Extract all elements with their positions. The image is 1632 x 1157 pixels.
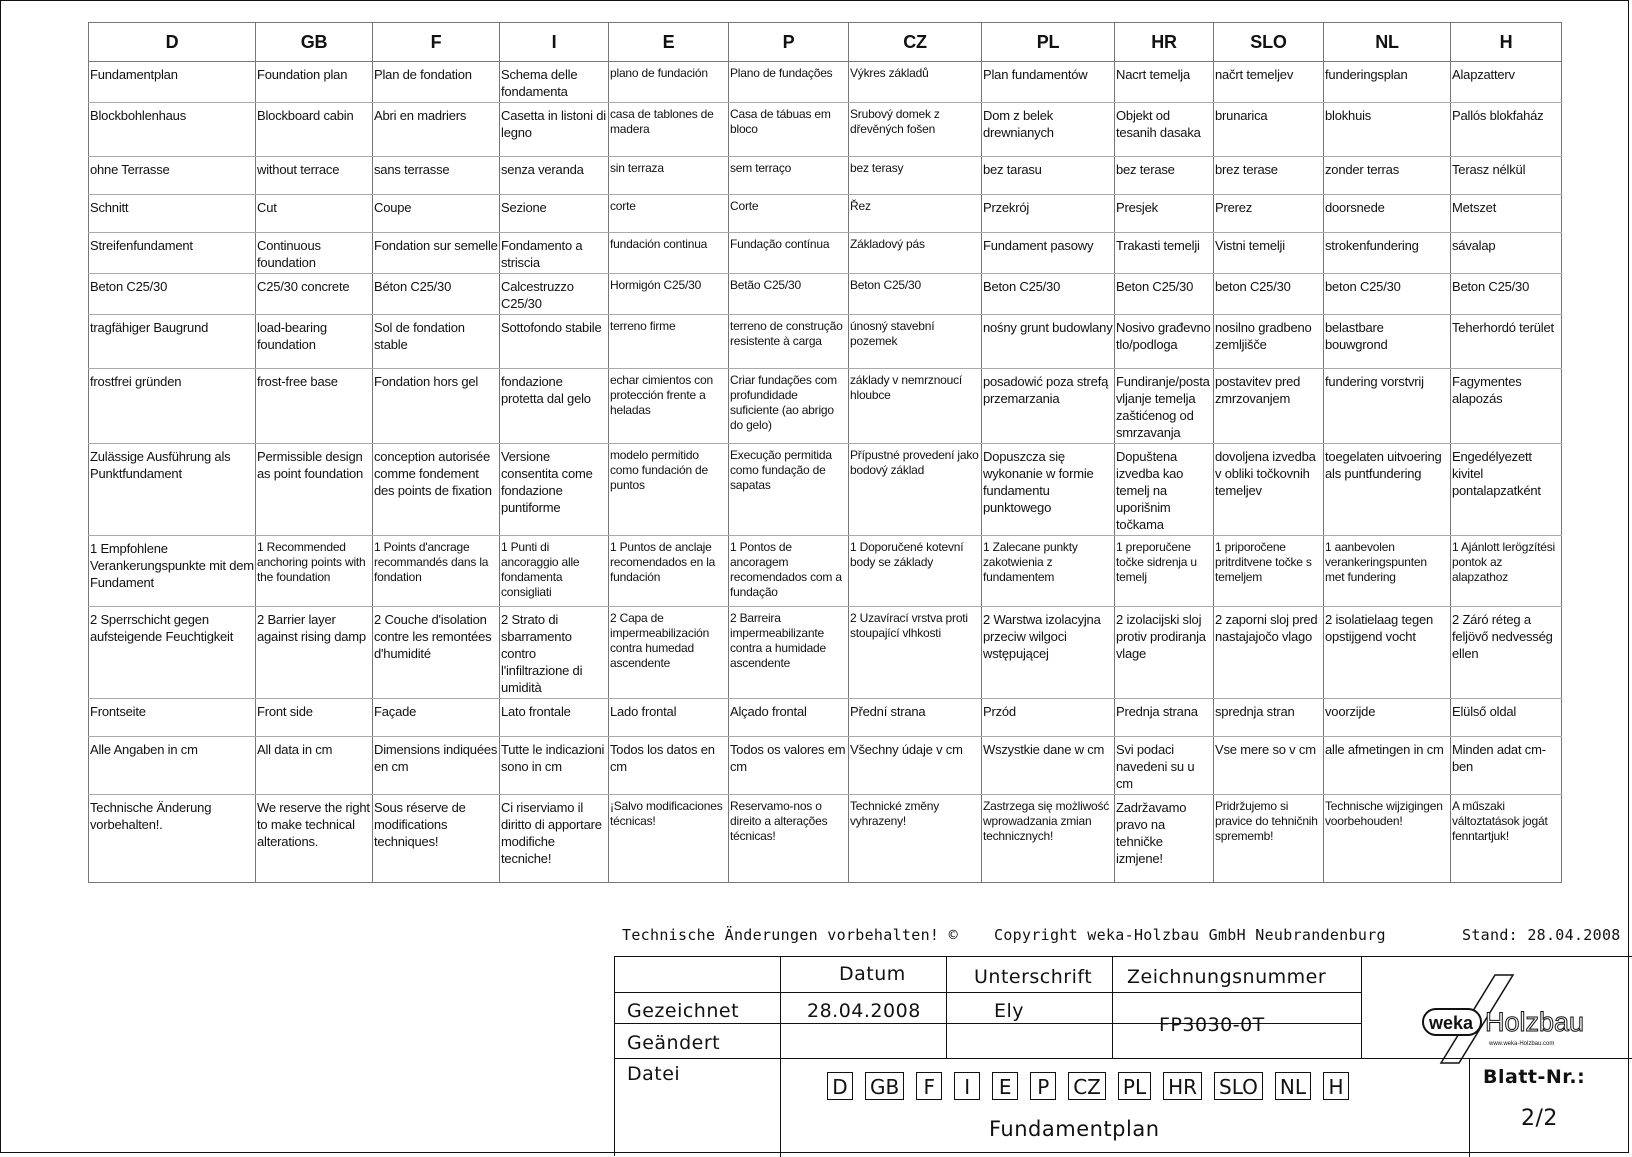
table-row [89, 607, 1562, 699]
table-cell: Dimensions indiquées en cm [373, 737, 500, 795]
language-box: E [992, 1072, 1018, 1100]
stand-date: Stand: 28.04.2008 [1462, 926, 1621, 944]
datum-header: Datum [839, 963, 906, 985]
table-cell: 2 izolacijski sloj protiv prodiranja vlage [1115, 607, 1214, 699]
table-cell: načrt temeljev [1214, 62, 1324, 103]
table-cell: Přední strana [849, 699, 982, 737]
table-cell: Continuous foundation [256, 233, 373, 274]
table-cell: tragfähiger Baugrund [89, 315, 256, 369]
table-cell: Casa de tábuas em bloco [729, 103, 849, 157]
table-cell: 2 Sperrschicht gegen aufsteigende Feuchtigkeit [89, 607, 256, 699]
table-cell: ¡Salvo modificaciones técnicas! [609, 795, 729, 883]
table-cell: sprednja stran [1214, 699, 1324, 737]
table-cell: ohne Terrasse [89, 157, 256, 195]
table-cell: Beton C25/30 [1115, 274, 1214, 315]
table-cell: doorsnede [1324, 195, 1451, 233]
table-cell: Sezione [500, 195, 609, 233]
table-cell: Schema delle fondamenta [500, 62, 609, 103]
table-cell: Plan de fondation [373, 62, 500, 103]
table-cell: 1 Doporučené kotevní body se základy [849, 536, 982, 607]
table-cell: echar cimientos con protección frente a heladas [609, 369, 729, 444]
table-cell: zonder terras [1324, 157, 1451, 195]
table-cell: Hormigón C25/30 [609, 274, 729, 315]
column-header: CZ [849, 23, 982, 62]
table-cell: Front side [256, 699, 373, 737]
table-cell: Reservamo-nos o direito a alterações técnicas! [729, 795, 849, 883]
table-cell: terreno firme [609, 315, 729, 369]
table-cell: Beton C25/30 [89, 274, 256, 315]
language-box: D [827, 1072, 853, 1100]
table-cell: 2 Uzavírací vrstva proti stoupající vlhkosti [849, 607, 982, 699]
zeichnungsnummer-header: Zeichnungsnummer [1127, 966, 1327, 988]
table-cell: Svi podaci navedeni su u cm [1115, 737, 1214, 795]
table-cell: Blockboard cabin [256, 103, 373, 157]
table-cell: Nosivo građevno tlo/podloga [1115, 315, 1214, 369]
table-cell: Lado frontal [609, 699, 729, 737]
table-cell: 2 Záró réteg a feljövő nedvesség ellen [1451, 607, 1562, 699]
table-cell: corte [609, 195, 729, 233]
table-cell: Wszystkie dane w cm [982, 737, 1115, 795]
table-cell: Prednja strana [1115, 699, 1214, 737]
column-header: E [609, 23, 729, 62]
language-box: F [916, 1072, 942, 1100]
table-cell: 2 Capa de impermeabilización contra humedad ascendente [609, 607, 729, 699]
table-cell: 1 Zalecane punkty zakotwienia z fundamentem [982, 536, 1115, 607]
table-cell: fundering vorstvrij [1324, 369, 1451, 444]
table-cell: casa de tablones de madera [609, 103, 729, 157]
table-row [89, 795, 1562, 883]
table-cell: sin terraza [609, 157, 729, 195]
table-cell: A műszaki változtatások jogát fenntartjuk! [1451, 795, 1562, 883]
table-cell: Alapzatterv [1451, 62, 1562, 103]
table-cell: Fundament pasowy [982, 233, 1115, 274]
table-cell: únosný stavební pozemek [849, 315, 982, 369]
table-cell: Przekrój [982, 195, 1115, 233]
table-cell: Foundation plan [256, 62, 373, 103]
gezeichnet-date: 28.04.2008 [807, 1000, 921, 1022]
table-cell: All data in cm [256, 737, 373, 795]
table-cell: Pridržujemo si pravice do tehničnih sprememb! [1214, 795, 1324, 883]
table-cell: Przód [982, 699, 1115, 737]
geaendert-label: Geändert [627, 1032, 721, 1054]
table-cell: Beton C25/30 [849, 274, 982, 315]
table-cell: toegelaten uitvoering als puntfundering [1324, 444, 1451, 536]
table-cell: 1 Pontos de ancoragem recomendados com a fundação [729, 536, 849, 607]
table-cell: 2 Couche d'isolation contre les remontées d'humidité [373, 607, 500, 699]
table-cell: plano de fundación [609, 62, 729, 103]
table-cell: Todos os valores em cm [729, 737, 849, 795]
table-cell: Betão C25/30 [729, 274, 849, 315]
table-cell: Tutte le indicazioni sono in cm [500, 737, 609, 795]
table-cell: Presjek [1115, 195, 1214, 233]
table-cell: 2 Barrier layer against rising damp [256, 607, 373, 699]
table-cell: nosilno gradbeno zemljišče [1214, 315, 1324, 369]
table-cell: Plano de fundações [729, 62, 849, 103]
table-cell: Objekt od tesanih dasaka [1115, 103, 1214, 157]
blatt-label: Blatt-Nr.: [1483, 1066, 1586, 1088]
table-cell: Sottofondo stabile [500, 315, 609, 369]
table-cell: Cut [256, 195, 373, 233]
table-cell: 1 preporučene točke sidrenja u temelj [1115, 536, 1214, 607]
gezeichnet-label: Gezeichnet [627, 1000, 740, 1022]
table-cell: Béton C25/30 [373, 274, 500, 315]
language-box: SLO [1214, 1072, 1263, 1100]
table-cell: Teherhordó terület [1451, 315, 1562, 369]
table-cell: Technische wijzigingen voorbehouden! [1324, 795, 1451, 883]
table-cell: Metszet [1451, 195, 1562, 233]
table-cell: 1 aanbevolen verankeringspunten met fundering [1324, 536, 1451, 607]
table-cell: Fundamentplan [89, 62, 256, 103]
table-cell: beton C25/30 [1214, 274, 1324, 315]
table-cell: 1 Ajánlott lerögzítési pontok az alapzathoz [1451, 536, 1562, 607]
table-cell: Versione consentita come fondazione puntiforme [500, 444, 609, 536]
column-header: NL [1324, 23, 1451, 62]
column-header: HR [1115, 23, 1214, 62]
table-row [89, 536, 1562, 607]
table-cell: Ci riserviamo il diritto di apportare modifiche tecniche! [500, 795, 609, 883]
language-box: GB [865, 1072, 904, 1100]
table-cell: alle afmetingen in cm [1324, 737, 1451, 795]
table-cell: sans terrasse [373, 157, 500, 195]
table-cell: 1 Points d'ancrage recommandés dans la fondation [373, 536, 500, 607]
table-cell: beton C25/30 [1324, 274, 1451, 315]
table-cell: bez terasy [849, 157, 982, 195]
table-cell: Fondation sur semelle [373, 233, 500, 274]
table-row [89, 737, 1562, 795]
column-header: PL [982, 23, 1115, 62]
table-cell: modelo permitido como fundación de puntos [609, 444, 729, 536]
table-cell: Abri en madriers [373, 103, 500, 157]
table-cell: Elülső oldal [1451, 699, 1562, 737]
table-cell: voorzijde [1324, 699, 1451, 737]
table-cell: Srubový domek z dřevěných fošen [849, 103, 982, 157]
table-row [89, 699, 1562, 737]
table-cell: fondazione protetta dal gelo [500, 369, 609, 444]
table-cell: postavitev pred zmrzovanjem [1214, 369, 1324, 444]
table-cell: Calcestruzzo C25/30 [500, 274, 609, 315]
table-cell: conception autorisée comme fondement des points de fixation [373, 444, 500, 536]
column-header: H [1451, 23, 1562, 62]
table-row [89, 195, 1562, 233]
table-cell: dovoljena izvedba v obliki točkovnih temeljev [1214, 444, 1324, 536]
table-row [89, 103, 1562, 157]
table-cell: Façade [373, 699, 500, 737]
table-cell: frost-free base [256, 369, 373, 444]
table-row [89, 315, 1562, 369]
table-cell: frostfrei gründen [89, 369, 256, 444]
table-cell: Zadržavamo pravo na tehničke izmjene! [1115, 795, 1214, 883]
table-cell: 1 Empfohlene Verankerungspunkte mit dem Fundament [89, 536, 256, 607]
table-cell: strokenfundering [1324, 233, 1451, 274]
table-cell: C25/30 concrete [256, 274, 373, 315]
table-cell: bez terase [1115, 157, 1214, 195]
column-header: F [373, 23, 500, 62]
table-cell: Zulässige Ausführung als Punktfundament [89, 444, 256, 536]
technical-changes-note: Technische Änderungen vorbehalten! © [622, 926, 958, 944]
language-box: NL [1275, 1072, 1311, 1100]
table-cell: without terrace [256, 157, 373, 195]
table-cell: Criar fundações com profundidade suficiente (ao abrigo do gelo) [729, 369, 849, 444]
table-cell: terreno de construção resistente à carga [729, 315, 849, 369]
table-cell: Sol de fondation stable [373, 315, 500, 369]
table-cell: Lato frontale [500, 699, 609, 737]
table-cell: Fondation hors gel [373, 369, 500, 444]
table-cell: posadowić poza strefą przemarzania [982, 369, 1115, 444]
table-cell: blokhuis [1324, 103, 1451, 157]
table-cell: Engedélyezett kivitel pontalapzatként [1451, 444, 1562, 536]
table-cell: We reserve the right to make technical alterations. [256, 795, 373, 883]
table-row [89, 369, 1562, 444]
table-cell: brez terase [1214, 157, 1324, 195]
table-cell: Todos los datos en cm [609, 737, 729, 795]
gezeichnet-signature: Ely [994, 1000, 1025, 1022]
table-cell: sem terraço [729, 157, 849, 195]
language-box: P [1030, 1072, 1056, 1100]
language-box: HR [1163, 1072, 1202, 1100]
table-cell: Frontseite [89, 699, 256, 737]
table-cell: Přípustné provedení jako bodový základ [849, 444, 982, 536]
column-header: SLO [1214, 23, 1324, 62]
table-cell: 1 Recommended anchoring points with the foundation [256, 536, 373, 607]
plan-title: Fundamentplan [989, 1117, 1160, 1141]
unterschrift-header: Unterschrift [974, 966, 1093, 988]
translation-table [88, 22, 1562, 883]
table-cell: Beton C25/30 [982, 274, 1115, 315]
table-cell: Blockbohlenhaus [89, 103, 256, 157]
table-cell: Schnitt [89, 195, 256, 233]
table-cell: Fondamento a striscia [500, 233, 609, 274]
table-cell: sávalap [1451, 233, 1562, 274]
table-cell: Corte [729, 195, 849, 233]
table-cell: základy v nemrznoucí hloubce [849, 369, 982, 444]
column-header: GB [256, 23, 373, 62]
table-cell: funderingsplan [1324, 62, 1451, 103]
logo-holzbau-text: Holzbau [1485, 1007, 1585, 1037]
table-cell: Trakasti temelji [1115, 233, 1214, 274]
table-cell: load-bearing foundation [256, 315, 373, 369]
column-header: P [729, 23, 849, 62]
table-cell: Terasz nélkül [1451, 157, 1562, 195]
table-cell: Beton C25/30 [1451, 274, 1562, 315]
table-row [89, 157, 1562, 195]
column-header: I [500, 23, 609, 62]
table-cell: Execução permitida como fundação de sapatas [729, 444, 849, 536]
language-box: PL [1118, 1072, 1151, 1100]
drawing-number: FP3030-0T [1159, 1014, 1265, 1036]
table-cell: Sous réserve de modifications techniques! [373, 795, 500, 883]
table-cell: brunarica [1214, 103, 1324, 157]
table-row [89, 62, 1562, 103]
table-cell: 1 Puntos de anclaje recomendados en la fundación [609, 536, 729, 607]
logo-weka-text: weka [1429, 1013, 1474, 1033]
table-cell: 2 Barreira impermeabilizante contra a humidade ascendente [729, 607, 849, 699]
table-cell: Permissible design as point foundation [256, 444, 373, 536]
table-cell: Alçado frontal [729, 699, 849, 737]
language-box: CZ [1068, 1072, 1106, 1100]
table-cell: bez tarasu [982, 157, 1115, 195]
table-cell: Alle Angaben in cm [89, 737, 256, 795]
table-cell: Coupe [373, 195, 500, 233]
table-cell: Vistni temelji [1214, 233, 1324, 274]
table-cell: 1 Punti di ancoraggio alle fondamenta consigliati [500, 536, 609, 607]
language-box: I [954, 1072, 980, 1100]
table-cell: Vse mere so v cm [1214, 737, 1324, 795]
table-cell: 2 zaporni sloj pred nastajajočo vlago [1214, 607, 1324, 699]
blatt-number: 2/2 [1521, 1106, 1558, 1131]
table-cell: 2 Warstwa izolacyjna przeciw wilgoci wstępującej [982, 607, 1115, 699]
copyright-note: Copyright weka-Holzbau GmbH Neubrandenburg [994, 926, 1386, 944]
table-cell: Všechny údaje v cm [849, 737, 982, 795]
table-cell: fundación continua [609, 233, 729, 274]
table-cell: Streifenfundament [89, 233, 256, 274]
logo-url-text: www.weka-Holzbau.com [1489, 1041, 1555, 1047]
title-block [614, 956, 1632, 1156]
table-cell: 1 priporočene pritrditvene točke s temeljem [1214, 536, 1324, 607]
table-cell: Technische Änderung vorbehalten!. [89, 795, 256, 883]
table-cell: Dopuszcza się wykonanie w formie fundamentu punktowego [982, 444, 1115, 536]
table-cell: Výkres základů [849, 62, 982, 103]
table-cell: 2 isolatielaag tegen opstijgend vocht [1324, 607, 1451, 699]
weka-holzbau-logo [1403, 967, 1593, 1077]
column-header: D [89, 23, 256, 62]
datei-label: Datei [627, 1063, 681, 1085]
table-cell: senza veranda [500, 157, 609, 195]
table-cell: Pallós blokfaház [1451, 103, 1562, 157]
table-cell: Minden adat cm-ben [1451, 737, 1562, 795]
language-boxes [827, 1072, 1349, 1100]
table-cell: Fundiranje/postavljanje temelja zaštićenog od smrzavanja [1115, 369, 1214, 444]
table-cell: belastbare bouwgrond [1324, 315, 1451, 369]
table-cell: Zastrzega się możliwość wprowadzania zmian technicznych! [982, 795, 1115, 883]
table-cell: Plan fundamentów [982, 62, 1115, 103]
table-cell: Casetta in listoni di legno [500, 103, 609, 157]
table-cell: Fundação contínua [729, 233, 849, 274]
table-cell: Prerez [1214, 195, 1324, 233]
table-cell: Základový pás [849, 233, 982, 274]
table-cell: Technické změny vyhrazeny! [849, 795, 982, 883]
table-cell: Dopuštena izvedba kao temelj na uporišnim točkama [1115, 444, 1214, 536]
table-cell: Fagymentes alapozás [1451, 369, 1562, 444]
table-header-row [89, 23, 1562, 62]
table-row [89, 444, 1562, 536]
table-cell: Nacrt temelja [1115, 62, 1214, 103]
table-cell: Řez [849, 195, 982, 233]
table-cell: Dom z belek drewnianych [982, 103, 1115, 157]
language-box: H [1323, 1072, 1349, 1100]
table-row [89, 274, 1562, 315]
table-cell: 2 Strato di sbarramento contro l'infiltrazione di umidità [500, 607, 609, 699]
table-row [89, 233, 1562, 274]
table-cell: nośny grunt budowlany [982, 315, 1115, 369]
